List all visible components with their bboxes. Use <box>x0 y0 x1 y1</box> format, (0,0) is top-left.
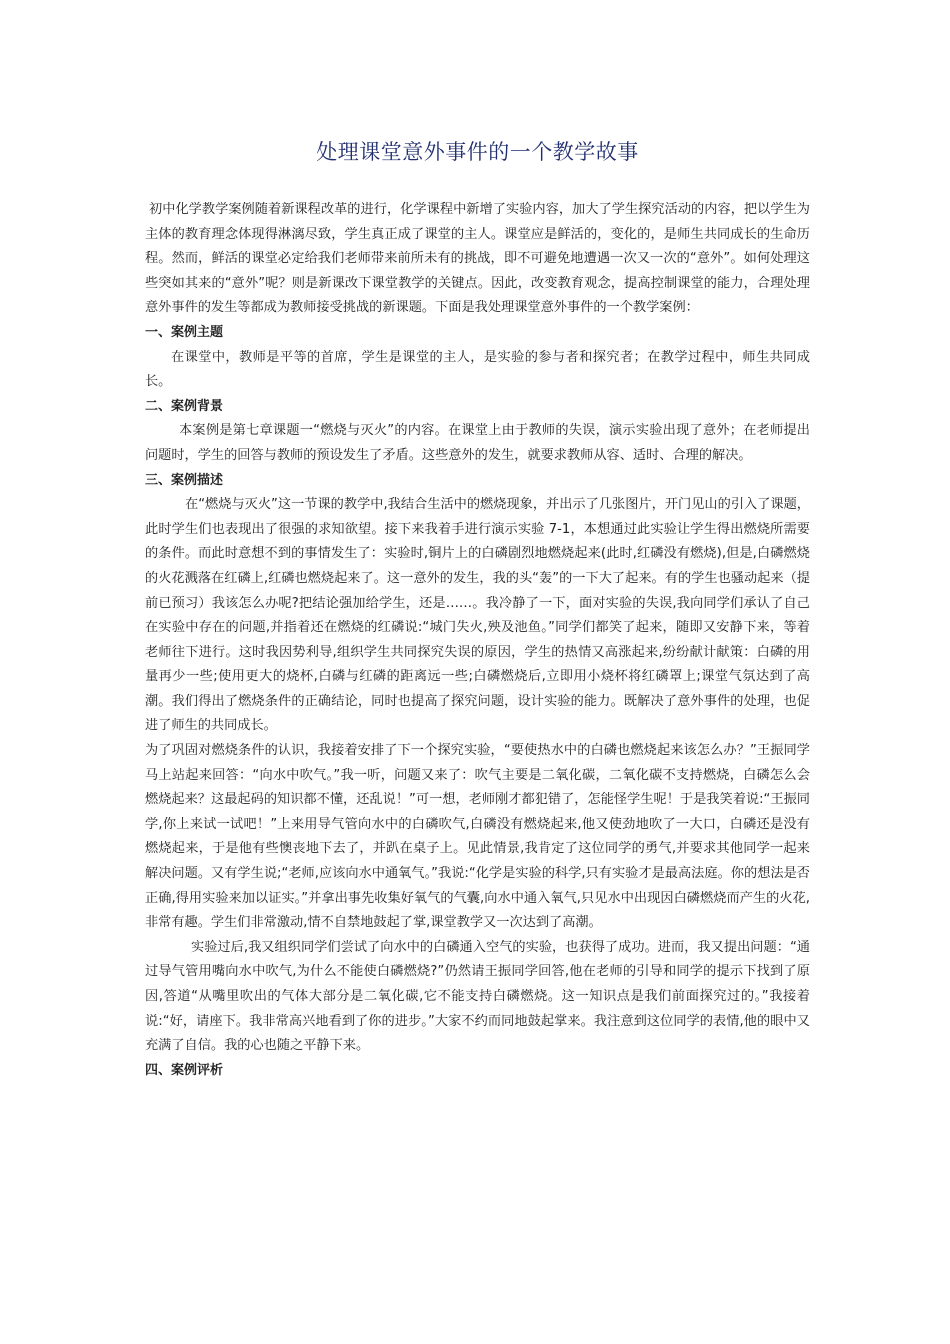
document-body <box>145 198 810 1083</box>
theme-paragraph: 在课堂中，教师是平等的首席，学生是课堂的主人，是实验的参与者和探究者；在教学过程中，师生共同成长。 <box>145 349 810 390</box>
description-paragraph-3: 实验过后,我又组织同学们尝试了向水中的白磷通入空气的实验，也获得了成功。进而，我又提出问题：“通过导气管用嘴向水中吹气,为什么不能使白磷燃烧?”仍然请王振同学回答,他在老师的引导和同学的提示下找到了原因,答道“从嘴里吹出的气体大部分是二氧化碳,它不能支持白磷燃烧。这一知识点是我们前面探究过的。”我接着说:“好，请座下。我非常高兴地看到了你的进步。”大家不约而同地鼓起掌来。我注意到这位同学的表情,他的眼中又充满了自信。我的心也随之平静下来。 <box>145 939 810 1054</box>
section-heading-background: 二、案例背景 <box>145 398 224 414</box>
section-heading-analysis: 四、案例评析 <box>145 1062 224 1078</box>
intro-paragraph: 初中化学教学案例随着新课程改革的进行，化学课程中新增了实验内容，加大了学生探究活动的内容，把以学生为主体的教育理念体现得淋漓尽致，学生真正成了课堂的主人。课堂应是鲜活的，变化的，是师生共同成长的生命历程。然而，鲜活的课堂必定给我们老师带来前所未有的挑战，即不可避免地遭遇一次又一次的“意外”。如何处理这些突如其来的“意外”呢？则是新课改下课堂教学的关键点。因此，改变教育观念，提高控制课堂的能力，合理处理意外事件的发生等都成为教师接受挑战的新课题。下面是我处理课堂意外事件的一个教学案例： <box>145 202 810 316</box>
document-title: 处理课堂意外事件的一个教学故事 <box>316 140 639 164</box>
section-heading-description: 三、案例描述 <box>145 472 224 488</box>
description-paragraph-1: 在“燃烧与灭火”这一节课的教学中,我结合生活中的燃烧现象，并出示了几张图片，开门见山的引入了课题，此时学生们也表现出了很强的求知欲望。接下来我着手进行演示实验 7-1，本想通过此实验让学生得出燃烧所需要的条件。而此时意想不到的事情发生了：实验时,铜片上的白磷剧烈地燃烧起来(此时,红磷没有燃烧),但是,白磷燃烧的火花溅落在红磷上,红磷也燃烧起来了。这一意外的发生，我的头“轰”的一下大了起来。有的学生也骚动起来（提前已预习）我该怎么办呢?把结论强加给学生，还是……。我冷静了一下，面对实验的失误,我向同学们承认了自己在实验中存在的问题,并指着还在燃烧的红磷说:“城门失火,殃及池鱼。”同学们都笑了起来，随即又安静下来，等着老师往下进行。这时我因势利导,组织学生共同探究失误的原因，学生的热情又高涨起来,纷纷献计献策：白磷的用量再少一些;使用更大的烧杯,白磷与红磷的距离远一些;白磷燃烧后,立即用小烧杯将红磷罩上;课堂气氛达到了高潮。我们得出了燃烧条件的正确结论，同时也提高了探究问题，设计实验的能力。既解决了意外事件的处理，也促进了师生的共同成长。 <box>145 497 810 734</box>
section-heading-theme: 一、案例主题 <box>145 324 224 340</box>
description-paragraph-2: 为了巩固对燃烧条件的认识，我接着安排了下一个探究实验，“要使热水中的白磷也燃烧起来该怎么办？”王振同学马上站起来回答：“向水中吹气。”我一听，问题又来了：吹气主要是二氧化碳，二氧化碳不支持燃烧，白磷怎么会燃烧起来？这最起码的知识都不懂，还乱说！”可一想，老师刚才都犯错了，怎能怪学生呢！于是我笑着说:“王振同学,你上来试一试吧！”上来用导气管向水中的白磷吹气,白磷没有燃烧起来,他又使劲地吹了一大口，白磷还是没有燃烧起来，于是他有些懊丧地下去了，并趴在桌子上。见此情景,我肯定了这位同学的勇气,并要求其他同学一起来解决问题。又有学生说;“老师,应该向水中通氧气。”我说:“化学是实验的科学,只有实验才是最高法庭。你的想法是否正确,得用实验来加以证实。”并拿出事先收集好氧气的气囊,向水中通入氧气,只见水中出现因白磷燃烧而产生的火花,非常有趣。学生们非常激动,情不自禁地鼓起了掌,课堂教学又一次达到了高潮。 <box>145 743 810 931</box>
background-paragraph: 本案例是第七章课题一“燃烧与灭火”的内容。在课堂上由于教师的失误，演示实验出现了意外；在老师提出问题时，学生的回答与教师的预设发生了矛盾。这些意外的发生，就要求教师从容、适时、合理的解决。 <box>145 423 810 463</box>
